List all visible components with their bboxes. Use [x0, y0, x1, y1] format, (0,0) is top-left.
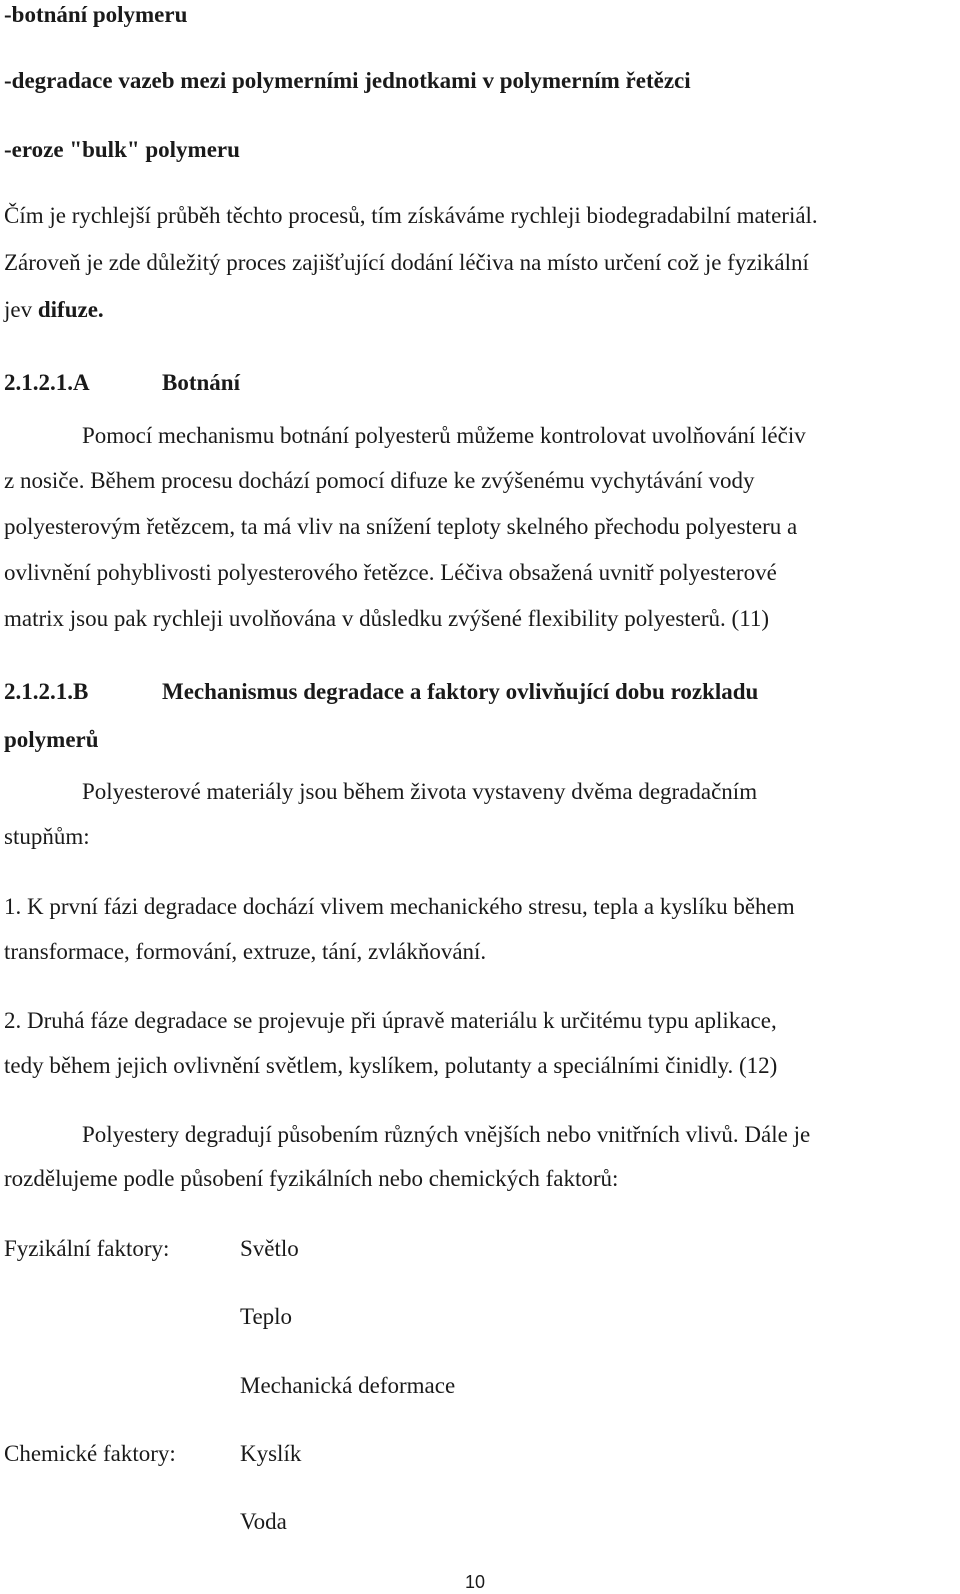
section-title: Mechanismus degradace a faktory ovlivňující dobu rozkladu [162, 679, 759, 704]
factor-item: Světlo [240, 1236, 299, 1261]
factor-item: Kyslík [240, 1441, 302, 1466]
paragraph-line: ovlivnění pohyblivosti polyesterového řetězce. Léčiva obsažená uvnitř polyesterové [4, 560, 777, 585]
section-heading-b [4, 677, 758, 707]
paragraph-line [4, 295, 104, 325]
paragraph-line: stupňům: [4, 824, 90, 849]
list-line-bond-degradation: -degradace vazeb mezi polymerními jednotkami v polymerním řetězci [4, 68, 691, 93]
section-number: 2.1.2.1.A [4, 370, 90, 395]
paragraph-line: rozdělujeme podle působení fyzikálních nebo chemických faktorů: [4, 1166, 619, 1191]
physical-factors-label: Fyzikální faktory: [4, 1236, 170, 1261]
numbered-item-2-cont: tedy během jejich ovlivnění světlem, kyslíkem, polutanty a speciálními činidly. (12) [4, 1053, 778, 1078]
factor-item: Teplo [240, 1304, 293, 1329]
list-line-swelling: -botnání polymeru [4, 2, 188, 27]
paragraph-text: jev [4, 297, 38, 322]
paragraph-line: Polyestery degradují působením různých vnějších nebo vnitřních vlivů. Dále je [82, 1122, 811, 1147]
paragraph-line: Zároveň je zde důležitý proces zajišťující dodání léčiva na místo určení což je fyzikální [4, 250, 809, 275]
section-title-continuation: polymerů [4, 727, 99, 752]
section-number: 2.1.2.1.B [4, 679, 89, 704]
paragraph-line: Čím je rychlejší průběh těchto procesů, tím získáváme rychleji biodegradabilní materiál. [4, 203, 818, 228]
paragraph-line: matrix jsou pak rychleji uvolňována v důsledku zvýšené flexibility polyesterů. (11) [4, 606, 769, 631]
numbered-item-2: 2. Druhá fáze degradace se projevuje při úpravě materiálu k určitému typu aplikace, [4, 1008, 777, 1033]
paragraph-line: Polyesterové materiály jsou během života vystaveny dvěma degradačním [82, 779, 758, 804]
paragraph-line: Pomocí mechanismu botnání polyesterů můžeme kontrolovat uvolňování léčiv [82, 423, 806, 448]
section-title: Botnání [162, 370, 240, 395]
page-number: 10 [465, 1572, 486, 1592]
bold-term: difuze. [37, 297, 104, 322]
section-heading-a [4, 368, 240, 398]
numbered-item-1: 1. K první fázi degradace dochází vlivem mechanického stresu, tepla a kyslíku během [4, 894, 795, 919]
list-line-bulk-erosion: -eroze "bulk" polymeru [4, 137, 240, 162]
numbered-item-1-cont: transformace, formování, extruze, tání, zvlákňování. [4, 939, 487, 964]
factor-item: Mechanická deformace [240, 1373, 456, 1398]
paragraph-line: polyesterovým řetězcem, ta má vliv na snížení teploty skelného přechodu polyesteru a [4, 514, 798, 539]
chemical-factors-label: Chemické faktory: [4, 1441, 176, 1466]
paragraph-line: z nosiče. Během procesu dochází pomocí difuze ke zvýšenému vychytávání vody [4, 468, 755, 493]
factor-item: Voda [240, 1509, 287, 1534]
